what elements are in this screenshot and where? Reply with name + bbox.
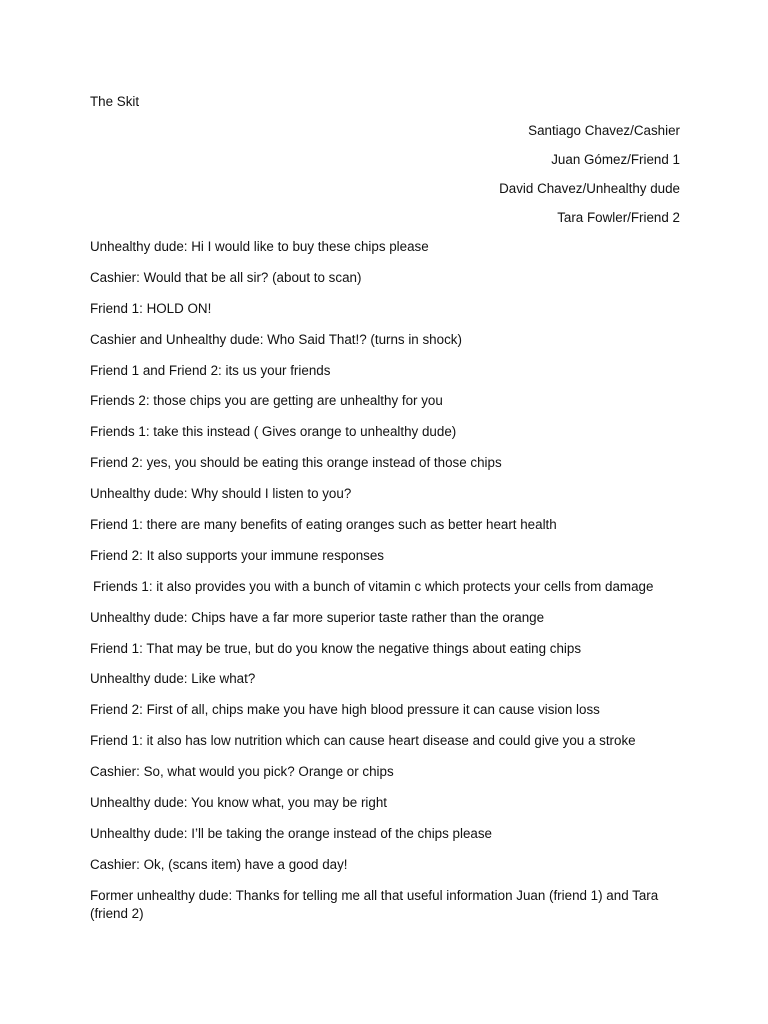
cast-list (90, 122, 680, 227)
script-line: Friend 1 and Friend 2: its us your friends (90, 362, 331, 378)
script-line: Friends 2: those chips you are getting are unhealthy for you (90, 393, 443, 409)
script-line: Cashier: So, what would you pick? Orange or chips (90, 764, 394, 780)
script-line: Unhealthy dude: Like what? (90, 671, 256, 687)
cast-line: Juan Gómez/Friend 1 (551, 152, 680, 167)
script-line: Friend 2: yes, you should be eating this orange instead of those chips (90, 455, 502, 471)
document-page (90, 93, 680, 936)
script-line: Cashier: Ok, (scans item) have a good day! (90, 856, 348, 872)
script-line: Unhealthy dude: Why should I listen to you? (90, 486, 352, 502)
script-line: Friend 1: HOLD ON! (90, 300, 212, 316)
script-line: Friends 1: take this instead ( Gives orange to unhealthy dude) (90, 424, 457, 440)
script-line: Cashier: Would that be all sir? (about to scan) (90, 269, 362, 285)
script-line: Friend 1: there are many benefits of eating oranges such as better heart health (90, 517, 557, 533)
cast-line: Tara Fowler/Friend 2 (557, 210, 680, 225)
script-line: Friends 1: it also provides you with a bunch of vitamin c which protects your cells from damage (93, 578, 654, 594)
script-line: Friend 2: It also supports your immune responses (90, 547, 384, 563)
document-title: The Skit (90, 94, 140, 109)
script-line: Friend 1: it also has low nutrition which can cause heart disease and could give you a stroke (90, 733, 636, 749)
script-line: Unhealthy dude: I’ll be taking the orange instead of the chips please (90, 825, 492, 841)
script-line: Cashier and Unhealthy dude: Who Said That!? (turns in shock) (90, 331, 462, 347)
script-line: Unhealthy dude: Chips have a far more superior taste rather than the orange (90, 609, 545, 625)
script-line: Unhealthy dude: Hi I would like to buy these chips please (90, 239, 429, 254)
cast-line: David Chavez/Unhealthy dude (499, 181, 680, 196)
script-line: Unhealthy dude: You know what, you may be right (90, 795, 388, 811)
script-line: Friend 1: That may be true, but do you know the negative things about eating chips (90, 640, 582, 656)
script-line: Friend 2: First of all, chips make you have high blood pressure it can cause vision loss (90, 702, 600, 718)
script-lines (90, 238, 680, 923)
script-line: Former unhealthy dude: Thanks for telling me all that useful information Juan (friend 1) and Tara (friend 2) (90, 887, 659, 921)
cast-line: Santiago Chavez/Cashier (528, 123, 680, 138)
